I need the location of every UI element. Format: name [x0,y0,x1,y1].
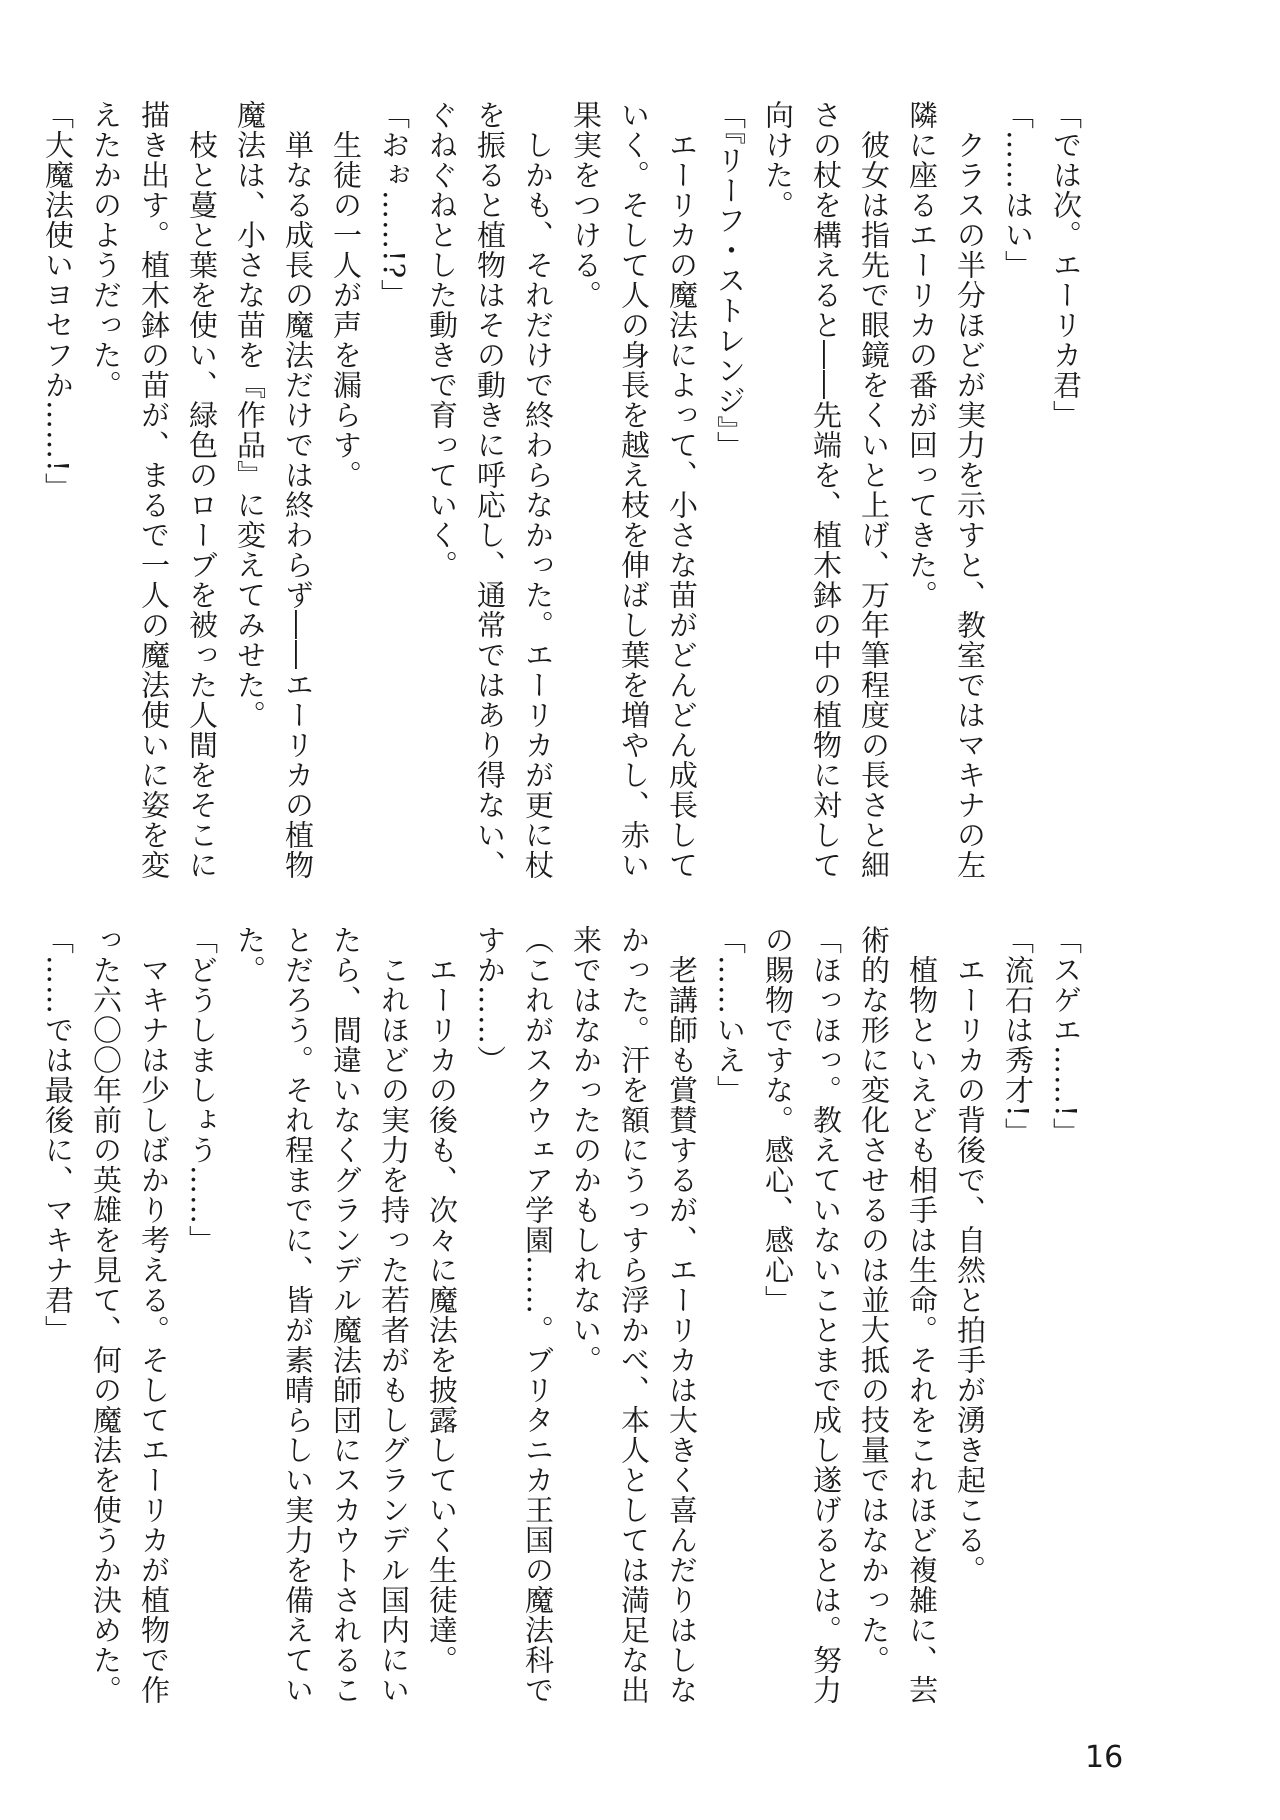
text-line: った六〇〇年前の英雄を見て、何の魔法を使うか決めた。 [89,925,123,1705]
text-line: 描き出す。植木鉢の苗が、まるで一人の魔法使いに姿を変 [137,100,171,880]
text-line: かった。汗を額にうっすら浮かべ、本人としては満足な出 [617,925,651,1705]
text-line: 「ほっほっ。教えていないことまで成し遂げるとは。努力 [809,925,843,1705]
text-line: 向けた。 [761,100,795,220]
text-line: を振ると植物はその動きに呼応し、通常ではあり得ない、 [473,100,507,880]
text-line: 「流石は秀才!」 [1001,925,1035,1148]
text-line: 「おぉ……!?」 [377,100,411,310]
text-line: 枝と蔓と葉を使い、緑色のローブを被った人間をそこに [185,100,219,880]
text-line: 生徒の一人が声を漏らす。 [329,100,363,490]
text-line: 「……いえ」 [713,925,747,1105]
text-line: これほどの実力を持った若者がもしグランデル国内にい [377,925,411,1705]
text-line: クラスの半分ほどが実力を示すと、教室ではマキナの左 [953,100,987,880]
text-line: 「スゲエ……!」 [1049,925,1083,1148]
text-line: の賜物ですな。感心、感心」 [761,925,795,1315]
text-line: （これがスクウェア学園……。ブリタニカ王国の魔法科で [521,925,555,1705]
text-line: エーリカの後も、次々に魔法を披露していく生徒達。 [425,925,459,1675]
text-line: すか……） [473,925,507,1075]
text-line: 隣に座るエーリカの番が回ってきた。 [905,100,939,610]
text-line: とだろう。それ程までに、皆が素晴らしい実力を備えてい [281,925,315,1705]
upper-text-block [41,100,1090,880]
text-line: 「『リーフ・ストレンジ』」 [713,100,747,461]
text-line: さの杖を構えると――先端を、植木鉢の中の植物に対して [809,100,843,880]
text-line: たら、間違いなくグランデル魔法師団にスカウトされるこ [329,925,363,1705]
text-line: 老講師も賞賛するが、エーリカは大きく喜んだりはしな [665,925,699,1705]
text-line: 果実をつける。 [569,100,603,310]
text-line: ぐねぐねとした動きで育っていく。 [425,100,459,580]
text-line: えたかのようだった。 [89,100,123,400]
text-line: 「……はい」 [1001,100,1035,280]
text-line: 植物といえども相手は生命。それをこれほど複雑に、芸 [905,925,939,1705]
text-line: 「どうしましょう……」 [185,925,219,1255]
text-line: しかも、それだけで終わらなかった。エーリカが更に杖 [521,100,555,880]
text-line: エーリカの魔法によって、小さな苗がどんどん成長して [665,100,699,880]
text-line: 単なる成長の魔法だけでは終わらず――エーリカの植物 [281,100,315,880]
text-line: た。 [233,925,267,985]
text-line: 術的な形に変化させるのは並大抵の技量ではなかった。 [857,925,891,1675]
text-line: 「では次。エーリカ君」 [1049,100,1083,430]
text-line: 「……では最後に、マキナ君」 [41,925,75,1345]
page-number: 16 [1085,1740,1124,1775]
text-line: マキナは少しばかり考える。そしてエーリカが植物で作 [137,925,171,1705]
text-line: 彼女は指先で眼鏡をくいと上げ、万年筆程度の長さと細 [857,100,891,880]
lower-text-block [41,925,1090,1705]
text-line: エーリカの背後で、自然と拍手が湧き起こる。 [953,925,987,1585]
text-line: 来ではなかったのかもしれない。 [569,925,603,1375]
text-line: いく。そして人の身長を越え枝を伸ばし葉を増やし、赤い [617,100,651,880]
text-line: 魔法は、小さな苗を『作品』に変えてみせた。 [233,100,267,730]
text-line: 「大魔法使いヨセフか……!」 [41,100,75,503]
